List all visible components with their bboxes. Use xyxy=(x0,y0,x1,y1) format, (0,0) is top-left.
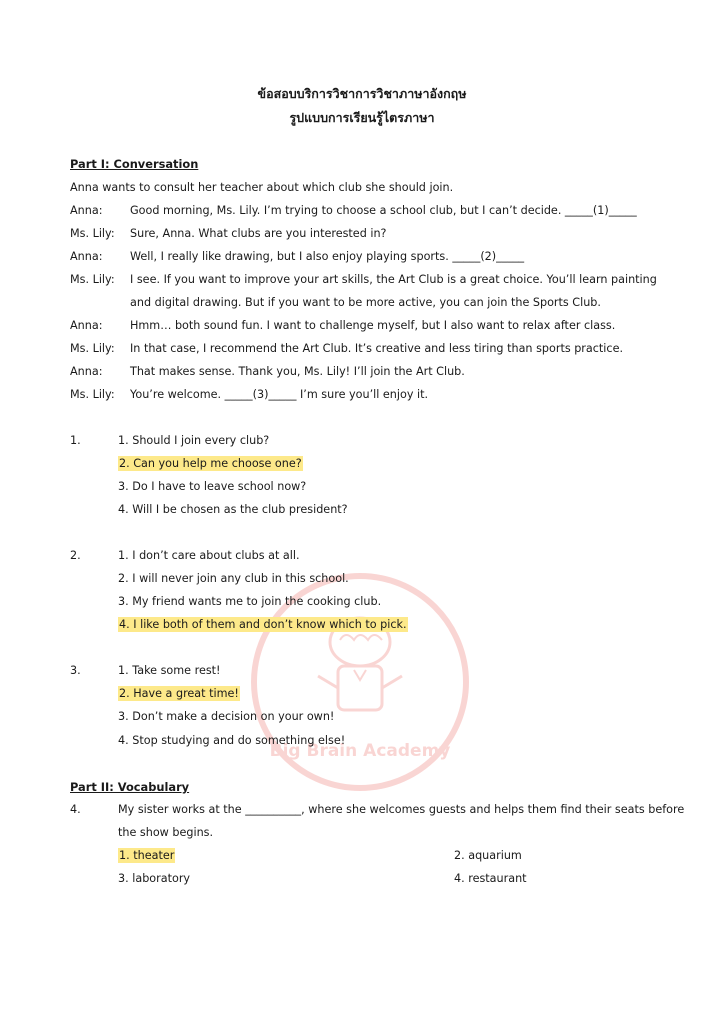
question-number: 4. xyxy=(70,803,81,816)
question-number: 2. xyxy=(70,549,81,562)
dialogue-speaker: Ms. Lily: xyxy=(70,388,115,401)
dialogue-line: That makes sense. Thank you, Ms. Lily! I’ll join the Art Club. xyxy=(130,365,465,378)
dialogue-line: and digital drawing. But if you want to be more active, you can join the Sports Club. xyxy=(130,296,601,309)
dialogue-line: You’re welcome. _____(3)_____ I’m sure you’ll enjoy it. xyxy=(130,388,429,401)
answer-option[interactable]: 4. Stop studying and do something else! xyxy=(118,734,346,747)
part1-heading: Part I: Conversation xyxy=(70,157,199,171)
answer-option-correct[interactable]: 4. I like both of them and don’t know which to pick. xyxy=(119,618,407,631)
dialogue-line: In that case, I recommend the Art Club. It’s creative and less tiring than sports practice. xyxy=(130,342,624,355)
dialogue-speaker: Anna: xyxy=(70,319,103,332)
dialogue-line: Well, I really like drawing, but I also enjoy playing sports. _____(2)_____ xyxy=(130,250,525,263)
conversation-intro: Anna wants to consult her teacher about which club she should join. xyxy=(70,181,454,194)
question-stem-continued: the show begins. xyxy=(118,826,214,839)
answer-option-correct[interactable]: 1. theater xyxy=(119,849,175,862)
dialogue-speaker: Anna: xyxy=(70,250,103,263)
answer-option[interactable]: 2. aquarium xyxy=(454,849,522,862)
answer-option-correct[interactable]: 2. Can you help me choose one? xyxy=(119,457,302,470)
answer-option[interactable]: 1. Take some rest! xyxy=(118,664,221,677)
answer-option[interactable]: 3. Do I have to leave school now? xyxy=(118,480,307,493)
answer-option[interactable]: 1. Should I join every club? xyxy=(118,434,270,447)
question-number: 3. xyxy=(70,664,81,677)
question-number: 1. xyxy=(70,434,81,447)
answer-option-correct[interactable]: 2. Have a great time! xyxy=(119,687,239,700)
answer-option[interactable]: 4. restaurant xyxy=(454,872,527,885)
part2-heading: Part II: Vocabulary xyxy=(70,780,190,794)
answer-option[interactable]: 3. Don’t make a decision on your own! xyxy=(118,710,335,723)
dialogue-line: Sure, Anna. What clubs are you interested in? xyxy=(130,227,387,240)
answer-option[interactable]: 2. I will never join any club in this school. xyxy=(118,572,349,585)
dialogue-speaker: Anna: xyxy=(70,204,103,217)
dialogue-speaker: Anna: xyxy=(70,365,103,378)
dialogue-line: Hmm… both sound fun. I want to challenge myself, but I also want to relax after class. xyxy=(130,319,616,332)
exam-subtitle: รูปแบบการเรียนรู้ไตรภาษา xyxy=(289,110,435,125)
dialogue-line: Good morning, Ms. Lily. I’m trying to choose a school club, but I can’t decide. _____(1)_____ xyxy=(130,204,637,217)
dialogue-line: I see. If you want to improve your art skills, the Art Club is a great choice. You’ll learn painting xyxy=(130,273,657,286)
answer-option[interactable]: 3. My friend wants me to join the cooking club. xyxy=(118,595,382,608)
answer-option[interactable]: 1. I don’t care about clubs at all. xyxy=(118,549,300,562)
answer-option[interactable]: 3. laboratory xyxy=(118,872,191,885)
exam-title: ข้อสอบบริการวิชาการวิชาภาษาอังกฤษ xyxy=(257,86,467,101)
dialogue-speaker: Ms. Lily: xyxy=(70,273,115,286)
dialogue-speaker: Ms. Lily: xyxy=(70,342,115,355)
dialogue-speaker: Ms. Lily: xyxy=(70,227,115,240)
watermark-text: Big Brain Academy xyxy=(269,741,451,761)
question-stem: My sister works at the __________, where she welcomes guests and helps them find their seats before xyxy=(118,803,685,816)
answer-option[interactable]: 4. Will I be chosen as the club president? xyxy=(118,503,348,516)
